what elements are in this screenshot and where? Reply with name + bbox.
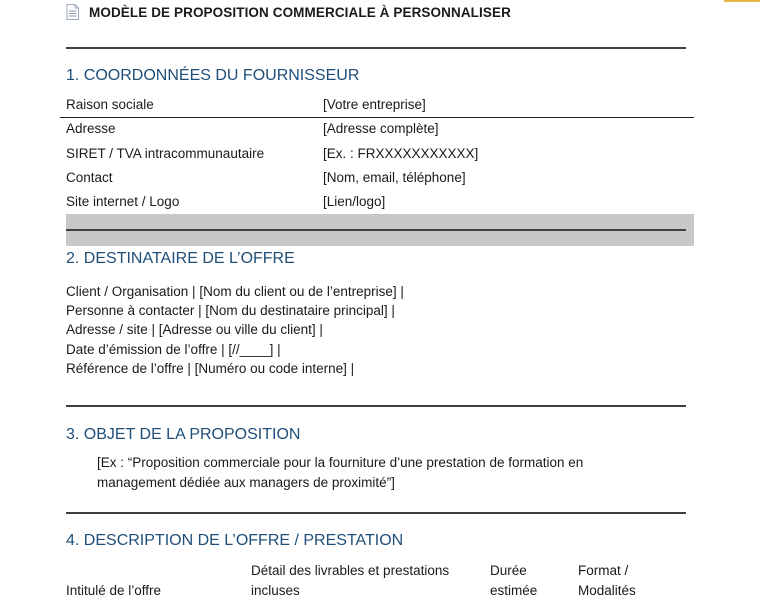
section-title-recipient: 2. DESTINATAIRE DE L’OFFRE <box>66 250 295 268</box>
supplier-value: [Adresse complète] <box>323 121 439 136</box>
recipient-line: Date d’émission de l’offre | [//____] | <box>66 342 281 357</box>
window-corner-accent <box>724 0 760 2</box>
column-header-duration <box>490 561 537 600</box>
purpose-text-line: management dédiée aux managers de proximité”] <box>97 473 657 493</box>
recipient-line: Adresse / site | [Adresse ou ville du client] | <box>66 322 323 337</box>
supplier-label: Adresse <box>66 121 116 136</box>
supplier-label: Site internet / Logo <box>66 194 179 209</box>
recipient-line: Référence de l’offre | [Numéro ou code interne] | <box>66 361 354 376</box>
supplier-label: SIRET / TVA intracommunautaire <box>66 146 264 161</box>
document-title: MODÈLE DE PROPOSITION COMMERCIALE À PERSONNALISER <box>89 5 511 20</box>
column-header-title <box>66 561 161 600</box>
column-header-line: Détail des livrables et prestations <box>251 561 449 581</box>
table-row-divider <box>60 117 694 118</box>
recipient-line: Personne à contacter | [Nom du destinataire principal] | <box>66 303 395 318</box>
column-header-line: Modalités <box>578 581 636 600</box>
section-title-description: 4. DESCRIPTION DE L’OFFRE / PRESTATION <box>66 532 403 550</box>
column-header-line: incluses <box>251 581 449 600</box>
purpose-text-line: [Ex : “Proposition commerciale pour la fourniture d’une prestation de formation en <box>97 453 657 473</box>
column-header-format <box>578 561 636 600</box>
column-header-deliverables <box>251 561 449 600</box>
document-icon <box>66 4 79 20</box>
supplier-label: Contact <box>66 170 113 185</box>
section-title-purpose: 3. OBJET DE LA PROPOSITION <box>66 426 300 444</box>
purpose-text <box>97 453 657 492</box>
recipient-line: Client / Organisation | [Nom du client ou de l’entreprise] | <box>66 284 404 299</box>
supplier-value: [Ex. : FRXXXXXXXXXXX] <box>323 146 478 161</box>
column-header-line: Format / <box>578 561 636 581</box>
supplier-label: Raison sociale <box>66 97 154 112</box>
supplier-value: [Nom, email, téléphone] <box>323 170 466 185</box>
supplier-value: [Lien/logo] <box>323 194 385 209</box>
column-header-line: Intitulé de l’offre <box>66 581 161 600</box>
section-divider <box>66 512 686 514</box>
section-title-supplier: 1. COORDONNÉES DU FOURNISSEUR <box>66 67 359 85</box>
section-divider <box>66 229 686 231</box>
column-header-line: Durée <box>490 561 537 581</box>
supplier-value: [Votre entreprise] <box>323 97 426 112</box>
document-header <box>66 4 511 20</box>
section-divider <box>66 47 686 49</box>
column-header-line <box>66 561 161 581</box>
column-header-line: estimée <box>490 581 537 600</box>
section-divider <box>66 405 686 407</box>
